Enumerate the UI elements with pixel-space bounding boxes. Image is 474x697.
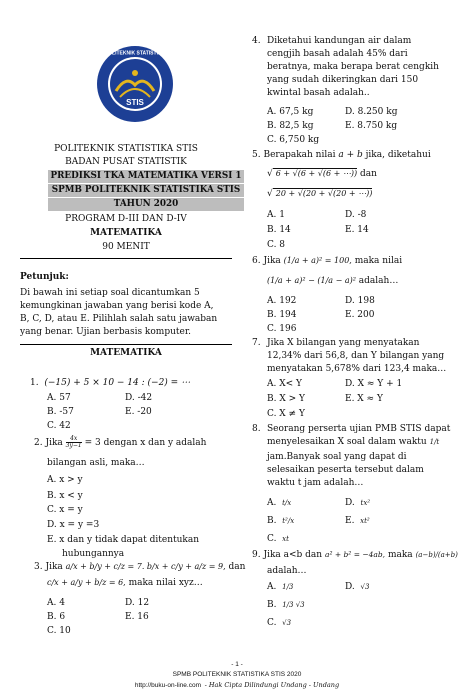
q6-option-d[interactable]: D. 198 — [345, 296, 375, 306]
q8-option-e[interactable]: E. xt² — [345, 516, 370, 526]
q3-option-e[interactable]: E. 16 — [125, 612, 149, 622]
question-7: Jika X bilangan yang menyatakan 12,34% dari 56,8, dan Y bilangan yang menyatakan 5,678% dari 123,4 maka… — [267, 338, 447, 374]
q2-option-e-cont: hubungannya — [62, 549, 125, 559]
instructions-body: Di bawah ini setiap soal dicantumkan 5 kemungkinan jawaban yang berisi kode A, B, C, D, atau E. Pilihlah salah satu jawaban yang benar. Ujian berbasis komputer. — [20, 288, 218, 337]
q3-option-c[interactable]: C. 10 — [47, 626, 71, 636]
q9-option-b[interactable]: B. 1/3 √3 — [267, 600, 305, 610]
subject-label: MATEMATIKA — [90, 228, 162, 238]
q8-option-b[interactable]: B. t²/x — [267, 516, 295, 526]
footer-title: SPMB POLITEKNIK STATISTIKA STIS 2020 — [172, 671, 302, 678]
q4-option-d[interactable]: D. 8.250 kg — [345, 107, 398, 117]
question-8: Seorang perserta ujian PMB STIS dapat menyelesaikan X soal dalam waktu 1/t jam.Banyak soal yang dapat di selesaikan peserta tersebut dalam waktu t jam adalah… — [267, 424, 451, 488]
q2-option-c[interactable]: C. x = y — [47, 505, 83, 515]
logo-center-text: STIS — [126, 98, 144, 107]
question-9: 9. Jika a<b dan a² + b² = −4ab, maka (a−b)/(a+b) — [252, 550, 458, 560]
q8-option-a[interactable]: A. t/x — [267, 498, 292, 508]
q7-option-a[interactable]: A. X< Y — [267, 379, 302, 389]
instructions-title: Petunjuk: — [20, 272, 69, 282]
q4-option-b[interactable]: B. 82,5 kg — [267, 121, 314, 131]
question-1: 1. (−15) + 5 × 10 − 14 : (−2) = ⋯ — [30, 378, 191, 388]
q3-option-b[interactable]: B. 6 — [47, 612, 66, 622]
agency-name: BADAN PUSAT STATISTIK — [65, 157, 187, 167]
q3-option-a[interactable]: A. 4 — [47, 598, 65, 608]
stis-logo — [96, 45, 174, 123]
question-7-number: 7. — [252, 338, 261, 348]
question-2-line-2: bilangan asli, maka… — [47, 458, 145, 468]
q7-option-b[interactable]: B. X > Y — [267, 394, 305, 404]
q4-option-a[interactable]: A. 67,5 kg — [267, 107, 314, 117]
q1-option-e[interactable]: E. -20 — [125, 407, 152, 417]
q1-option-b[interactable]: B. -57 — [47, 407, 74, 417]
q1-option-d[interactable]: D. -42 — [125, 393, 153, 403]
q9-option-a[interactable]: A. 1/3 — [267, 582, 294, 592]
q9-option-c[interactable]: C. √3 — [267, 618, 292, 628]
q8-option-c[interactable]: C. xt — [267, 534, 289, 544]
question-5-root-2: √ 20 + √(20 + √(20 + ⋯)) — [267, 189, 373, 199]
q2-option-b[interactable]: B. x < y — [47, 491, 83, 501]
q4-option-e[interactable]: E. 8.750 kg — [345, 121, 398, 131]
q2-option-a[interactable]: A. x > y — [47, 475, 83, 485]
question-8-number: 8. — [252, 424, 261, 434]
question-9-line-2: adalah… — [267, 566, 307, 576]
page-number: - 1 - — [231, 661, 243, 668]
footer-credits — [0, 681, 474, 690]
question-4-number: 4. — [252, 36, 261, 46]
q9-option-d[interactable]: D. √3 — [345, 582, 370, 592]
q6-option-c[interactable]: C. 196 — [267, 324, 297, 334]
question-6-line-2: (1/a + a)² − (1/a − a)² adalah… — [267, 276, 399, 286]
q7-option-e[interactable]: E. X ≈ Y — [345, 394, 383, 404]
q5-option-c[interactable]: C. 8 — [267, 240, 286, 250]
question-3-line-2: c/x + a/y + b/z = 6, maka nilai xyz… — [47, 578, 203, 588]
footer-tagline: - Hak Cipta Dilindungi Undang - Undang — [204, 681, 340, 689]
q1-option-a[interactable]: A. 57 — [47, 393, 71, 403]
question-5: 5. Berapakah nilai a + b jika, diketahui — [252, 150, 431, 160]
q2-option-e[interactable]: E. x dan y tidak dapat ditentukan — [47, 535, 200, 545]
q5-option-b[interactable]: B. 14 — [267, 225, 291, 235]
q4-option-c[interactable]: C. 6,750 kg — [267, 135, 320, 145]
q1-option-c[interactable]: C. 42 — [47, 421, 71, 431]
divider — [20, 258, 232, 259]
q8-option-d[interactable]: D. tx² — [345, 498, 371, 508]
question-2: 2. Jika $\frac{4x}{3y-1}$ = 3 dengan x dan y adalah — [34, 435, 207, 449]
q6-option-a[interactable]: A. 192 — [267, 296, 297, 306]
q5-option-a[interactable]: A. 1 — [267, 210, 285, 220]
q6-option-b[interactable]: B. 194 — [267, 310, 297, 320]
section-title: MATEMATIKA — [90, 348, 162, 358]
institution-name: POLITEKNIK STATISTIKA STIS — [54, 144, 198, 154]
q5-option-d[interactable]: D. -8 — [345, 210, 367, 220]
title-band-3: TAHUN 2020 — [48, 198, 244, 211]
question-5-root-1: √ 6 + √(6 + √(6 + ⋯)) dan — [267, 169, 377, 179]
duration-label: 90 MENIT — [102, 242, 150, 252]
q3-option-d[interactable]: D. 12 — [125, 598, 150, 608]
question-4: Diketahui kandungan air dalam cengjih basah adalah 45% dari beratnya, maka berapa berat cengkih yang sudah dikeringkan dari 150 kwintal basah adalah.. — [267, 36, 439, 98]
q7-option-d[interactable]: D. X ≈ Y + 1 — [345, 379, 403, 389]
title-band-2: SPMB POLITEKNIK STATISTIKA STIS — [48, 184, 244, 197]
q7-option-c[interactable]: C. X ≠ Y — [267, 409, 305, 419]
q5-option-e[interactable]: E. 14 — [345, 225, 369, 235]
q6-option-e[interactable]: E. 200 — [345, 310, 375, 320]
divider — [20, 344, 232, 345]
title-band-1: PREDIKSI TKA MATEMATIKA VERSI 1 — [48, 170, 244, 183]
q2-option-d[interactable]: D. x = y =3 — [47, 520, 100, 530]
program-label: PROGRAM D-III DAN D-IV — [65, 214, 187, 224]
question-3: 3. Jika a/x + b/y + c/z = 7. b/x + c/y + a/z = 9, dan — [34, 562, 246, 572]
footer-url[interactable]: http://buku-on-line.com — [134, 682, 201, 689]
question-6: 6. Jika (1/a + a)² = 100, maka nilai — [252, 256, 403, 266]
logo-ring-text: POLITEKNIK STATISTIKA — [104, 50, 166, 57]
